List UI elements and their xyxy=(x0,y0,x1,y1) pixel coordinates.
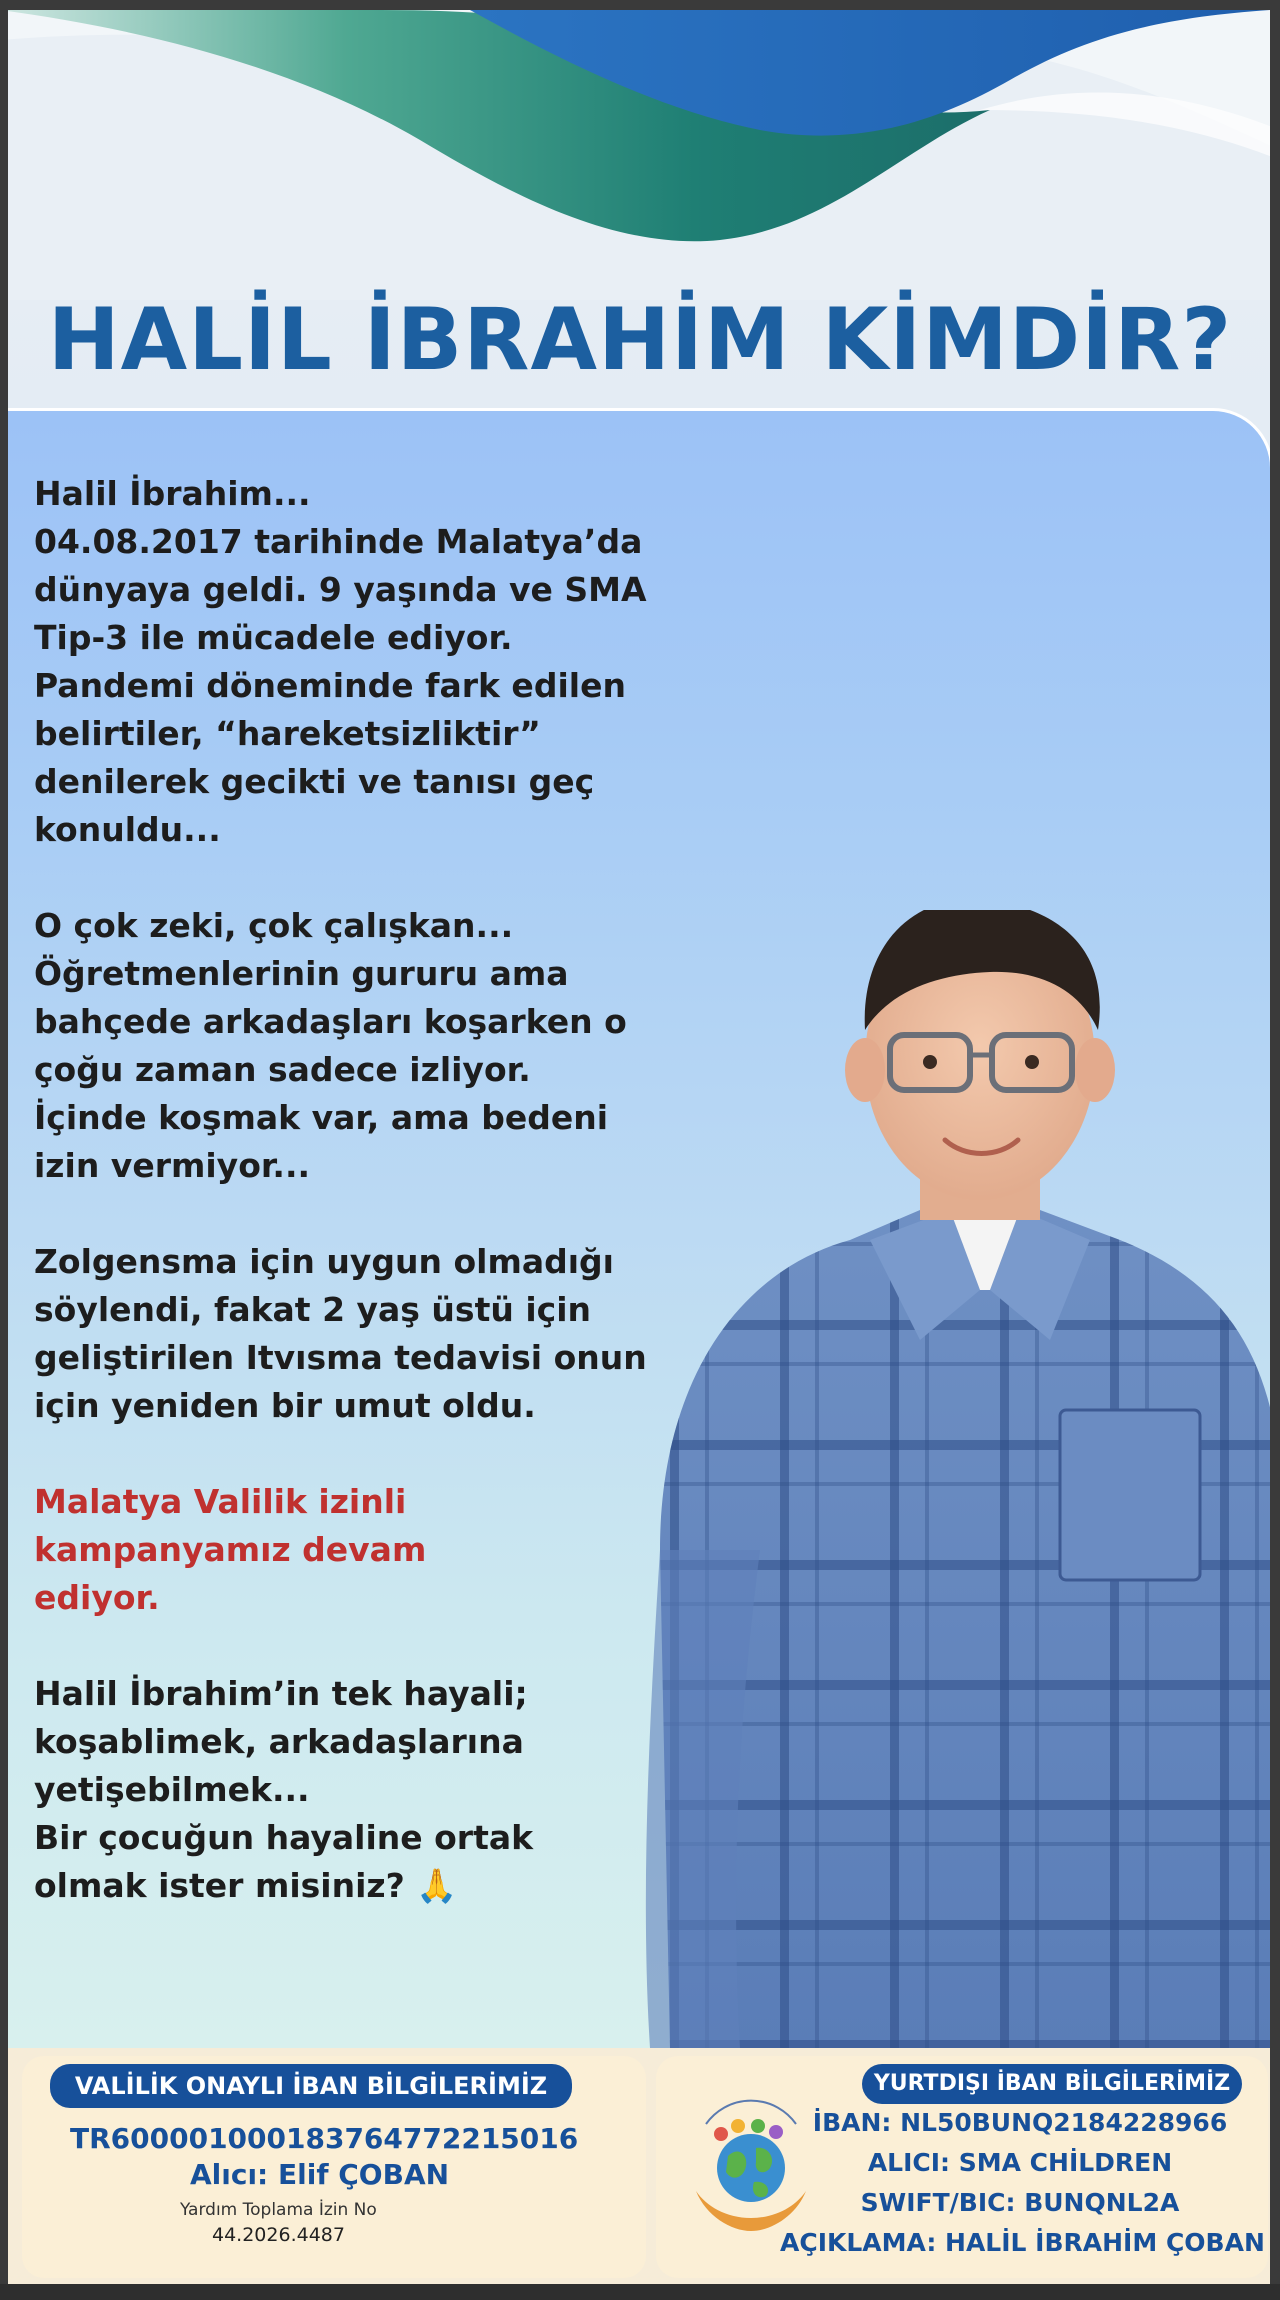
story-text xyxy=(34,470,714,1958)
campaign-line: ediyor. xyxy=(34,1578,160,1617)
campaign-line: Malatya Valilik izinli xyxy=(34,1482,407,1521)
frame-edge-left xyxy=(0,0,8,2300)
foreign-description: AÇIKLAMA: HALİL İBRAHİM ÇOBAN xyxy=(780,2228,1265,2257)
story-line: Tip-3 ile mücadele ediyor. xyxy=(34,618,513,657)
story-paragraph-school xyxy=(34,902,714,1190)
page-title: HALİL İBRAHİM KİMDİR? xyxy=(47,290,1233,390)
foreign-iban-heading: YURTDIŞI İBAN BİLGİLERİMİZ xyxy=(862,2064,1242,2104)
story-line: bahçede arkadaşları koşarken o xyxy=(34,1002,627,1041)
story-line: Halil İbrahim’in tek hayali; xyxy=(34,1674,528,1713)
domestic-iban-heading: VALİLİK ONAYLI İBAN BİLGİLERİMİZ xyxy=(50,2064,572,2108)
foreign-iban-number[interactable]: İBAN: NL50BUNQ2184228966 xyxy=(812,2108,1228,2137)
story-line: koşablimek, arkadaşlarına xyxy=(34,1722,524,1761)
story-line: konuldu... xyxy=(34,810,221,849)
story-line: Halil İbrahim... xyxy=(34,474,311,513)
story-line: Zolgensma için uygun olmadığı xyxy=(34,1242,614,1281)
story-line: olmak ister misiniz? 🙏 xyxy=(34,1866,458,1905)
story-paragraph-treatment xyxy=(34,1238,714,1430)
frame-edge-right xyxy=(1270,0,1280,2300)
domestic-recipient: Alıcı: Elif ÇOBAN xyxy=(190,2158,450,2191)
story-line: yetişebilmek... xyxy=(34,1770,310,1809)
child-photo xyxy=(620,910,1280,2048)
story-line: çoğu zaman sadece izliyor. xyxy=(34,1050,531,1089)
story-paragraph-intro xyxy=(34,470,714,854)
campaign-line: kampanyamız devam xyxy=(34,1530,427,1569)
story-line: O çok zeki, çok çalışkan... xyxy=(34,906,514,945)
foreign-recipient: ALICI: SMA CHİLDREN xyxy=(867,2148,1173,2177)
frame-edge-top xyxy=(0,0,1280,10)
story-paragraph-dream xyxy=(34,1670,714,1910)
foreign-swift[interactable]: SWIFT/BIC: BUNQNL2A xyxy=(860,2188,1180,2217)
story-line: denilerek gecikti ve tanısı geç xyxy=(34,762,595,801)
permit-label: Yardım Toplama İzin No xyxy=(180,2200,377,2220)
story-line: 04.08.2017 tarihinde Malatya’da xyxy=(34,522,643,561)
frame-edge-bottom xyxy=(0,2284,1280,2300)
domestic-iban-number[interactable]: TR600001000183764772215016 xyxy=(70,2122,579,2155)
header-wave-decoration xyxy=(0,0,1280,300)
story-line: Pandemi döneminde fark edilen xyxy=(34,666,626,705)
permit-number: 44.2026.4487 xyxy=(212,2224,345,2246)
story-line: Bir çocuğun hayaline ortak xyxy=(34,1818,534,1857)
story-line: izin vermiyor... xyxy=(34,1146,311,1185)
story-line: için yeniden bir umut oldu. xyxy=(34,1386,536,1425)
story-line: İçinde koşmak var, ama bedeni xyxy=(34,1098,609,1137)
story-line: geliştirilen Itvısma tedavisi onun xyxy=(34,1338,647,1377)
story-line: dünyaya geldi. 9 yaşında ve SMA xyxy=(34,570,647,609)
story-line: söylendi, fakat 2 yaş üstü için xyxy=(34,1290,592,1329)
story-line: belirtiler, “hareketsizliktir” xyxy=(34,714,541,753)
story-line: Öğretmenlerinin gururu ama xyxy=(34,954,569,993)
campaign-notice xyxy=(34,1478,714,1622)
